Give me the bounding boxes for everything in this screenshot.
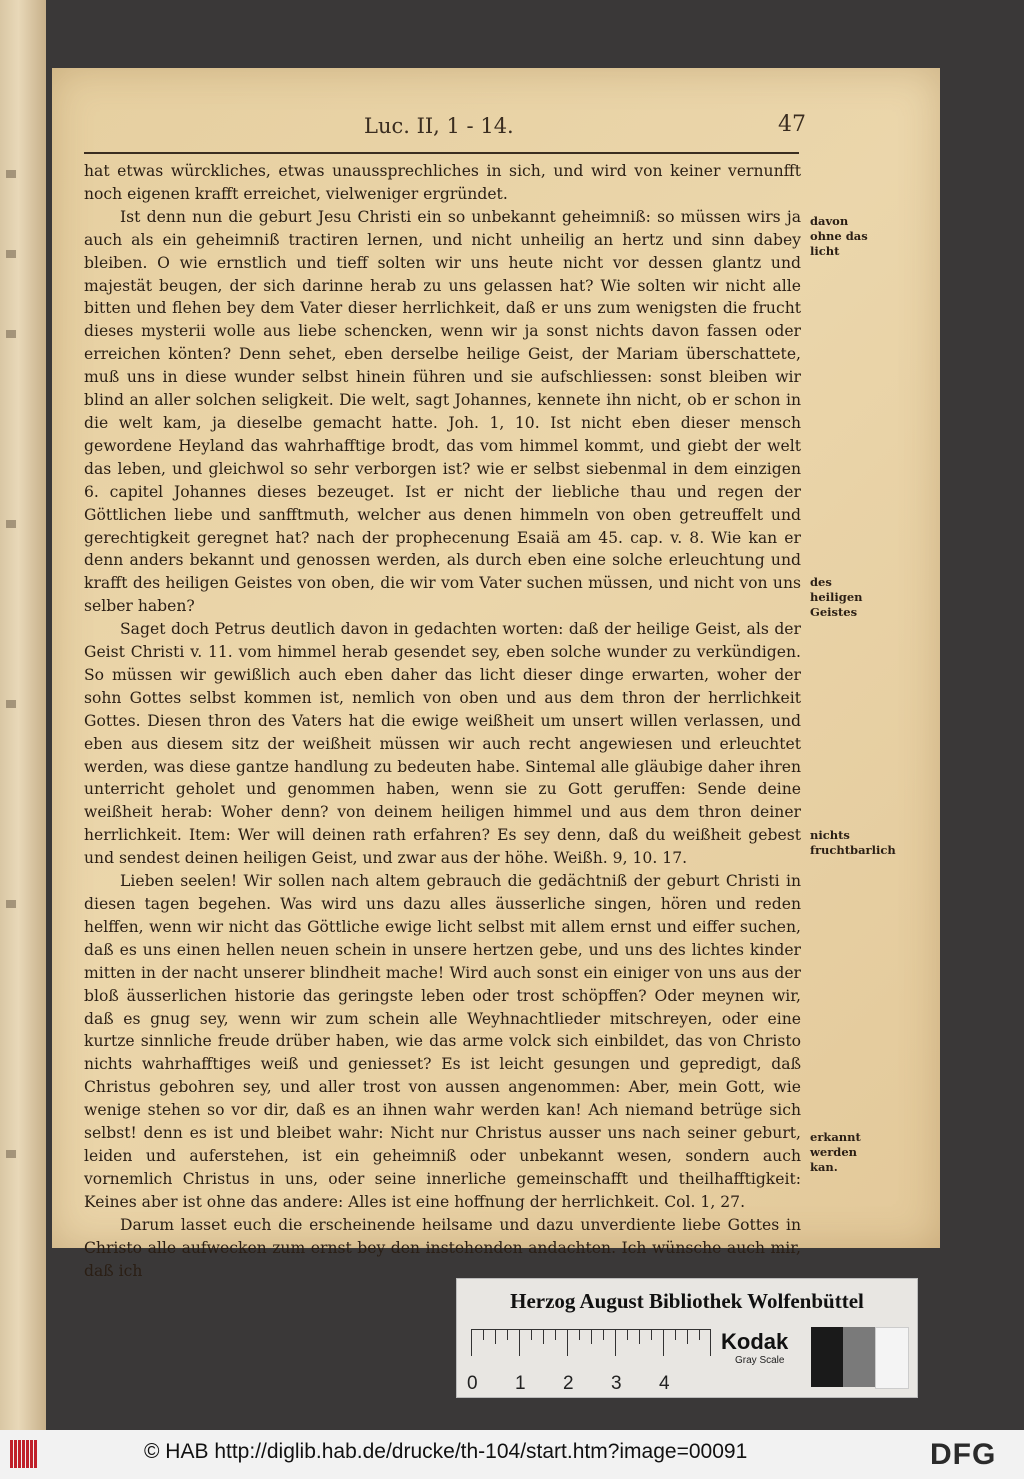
ruler-number: 0: [467, 1373, 478, 1394]
paragraph: Darum lasset euch die erscheinende heilsame und dazu unverdiente liebe Gottes in Christo alle aufwecken zum ernst bey den instehenden andachten. Ich wünsche auch mir, daß ich: [84, 1215, 801, 1280]
margin-note: erkannt werden kan.: [810, 1130, 861, 1174]
dfg-logo: DFG: [930, 1438, 997, 1471]
white-swatch: [875, 1327, 909, 1389]
color-calibration-bar: [456, 1278, 918, 1398]
ruler-number: 1: [515, 1373, 526, 1394]
previous-page-edge: [0, 0, 46, 1430]
margin-note: nichts fruchtbarlich: [810, 828, 896, 857]
kodak-logo: Kodak: [721, 1329, 789, 1354]
black-swatch: [811, 1327, 843, 1387]
scale-ruler: [471, 1329, 711, 1368]
header-rule: [84, 152, 799, 154]
ruler-number: 4: [659, 1373, 670, 1394]
margin-note: des heiligen Geistes: [810, 575, 863, 619]
body-text: [84, 160, 801, 1282]
ruler-number: 2: [563, 1373, 574, 1394]
gray-scale-label: Gray Scale: [735, 1355, 785, 1366]
library-name: Herzog August Bibliothek Wolfenbüttel: [510, 1289, 864, 1313]
footer-bar: [0, 1430, 1024, 1479]
book-page: [52, 68, 940, 1280]
copyright-link[interactable]: © HAB http://diglib.hab.de/drucke/th-104/start.htm?image=00091: [144, 1440, 748, 1463]
paragraph: Saget doch Petrus deutlich davon in gedachten worten: daß der heilige Geist, als der Geist Christi v. 11. vom himmel herab gesendet sey, eben solche wunder zu verkündigen. So müssen wir gewißlich auch eben daher das licht dieser dinge erwarten, woher der sohn Gottes selbst kommen ist, nemlich von oben und aus dem thron der herrlichkeit Gottes. Diesen thron des Vaters hat die ewige weißheit um unsert willen verlassen, und eben aus diesem sitz der weißheit müssen wir auch recht angewiesen und erleuchtet werden, was diese gantze handlung zu bedeuten habe. Sintemal alle gläubige daher ihren unterricht geholet und genommen haben, wenn sie zu Gott geruffen: Sende deine weißheit herab: Woher denn? von deinem heiligen himmel und aus dem thron deiner herrlichkeit. Item: Wer will deinen rath erfahren? Es sey denn, daß du weißheit gebest und sendest deinen heiligen Geist, und zwar aus der höhe. Weißh. 9, 10. 17.: [84, 620, 801, 868]
running-head: Luc. II, 1 - 14.: [364, 114, 514, 138]
ruler-number: 3: [611, 1373, 622, 1394]
paragraph: Ist denn nun die geburt Jesu Christi ein so unbekannt geheimniß: so müssen wirs ja auch als ein geheimniß tractiren lernen, und nicht unheilig an hertz und sinn dabey bleiben. O wie ernstlich und tieff solten wir uns heute nicht vor dessen glantz und majestät beugen, der sich darinne herab zu uns gelassen hat? Wie solten wir nicht alle bitten und flehen bey dem Vater dieser herrlichkeit, daß er uns zum wenigsten die frucht dieses mysterii wolle aus liebe schencken, wenn wir ja sonst nichts davon fassen oder erreichen könten? Denn sehet, eben derselbe heilige Geist, der Mariam überschattete, muß uns in diese wunder selbst hinein führen und sie aufschliessen: sonst bleiben wir blind an aller solchen seligkeit. Die welt, sagt Johannes, kennete ihn nicht, ob er schon in die welt kam, ja dieselbe gemacht hatte. Joh. 1, 10. Ist nicht eben dieser mensch gewordene Heyland das wahrhafftige brodt, das vom himmel kommt, und giebt der welt das leben, und gleichwol so sehr verborgen ist? wie er selbst siebenmal in dem einzigen 6. capitel Johannes dieses bezeuget. Ist er nicht der liebliche thau und regen der Göttlichen liebe und sanfftmuth, welcher aus denen himmeln von oben getreuffelt und gerechtigkeit geregnet hat? nach der prophecenung Esaiä am 45. cap. v. 8. Wie kan er denn anders bekannt und genossen werden, als durch eben eine solche erleuchtung und krafft des heiligen Geistes von oben, die wir vom Vater suchen müssen, und nicht von uns selber haben?: [84, 207, 801, 616]
paragraph: Lieben seelen! Wir sollen nach altem gebrauch die gedächtniß der geburt Christi in diesen tagen begehen. Was wird uns dazu alles äusserliche singen, hören und reden helffen, wenn wir nicht das Göttliche ewige licht selbst mit allem ernst und eiffer suchen, daß es uns einen hellen neuen schein in unsere hertzen gebe, und uns des lichtes kinder mitten in der nacht unserer blindheit mache! Wird auch sonst ein einiger von uns aus der bloß äusserlichen historie das geringste leben oder trost schöpffen? Oder meynen wir, daß es gnug sey, wenn wir zum schein alle Weyhnachtlieder mitschreyen, oder eine kurtze sinnliche freude drüber haben, wie das arme volck sich einbildet, das von Christo nichts wahrhafftiges weiß und geniesset? Es ist leicht gesungen und gepredigt, daß Christus gebohren sey, und aller trost von aussen angenommen: Aber, mein Gott, wie wenige stehen so vor dir, daß es an ihnen wahr werden kan! Ach niemand betrüge sich selbst! denn es ist und bleibet wahr: Nicht nur Christus ausser uns nach seiner geburt, leiden und auferstehen, ist ein geheimniß oder unbekannt wesen, sondern auch vornemlich Christus in uns, oder seine innerliche gemeinschafft und theilhafftigkeit: Keines aber ist ohne das andere: Alles ist eine hoffnung der herrlichkeit. Col. 1, 27.: [84, 872, 801, 1211]
margin-note: davon ohne das licht: [810, 214, 868, 258]
hab-logo-icon: [10, 1440, 44, 1470]
page-number: 47: [778, 112, 806, 137]
page-header: [52, 114, 940, 144]
gray-swatch: [843, 1327, 875, 1387]
paragraph: hat etwas würckliches, etwas unaussprechliches in sich, und wird von keiner vernunfft noch eigenen krafft erreichet, vielweniger ergründet.: [84, 162, 801, 203]
